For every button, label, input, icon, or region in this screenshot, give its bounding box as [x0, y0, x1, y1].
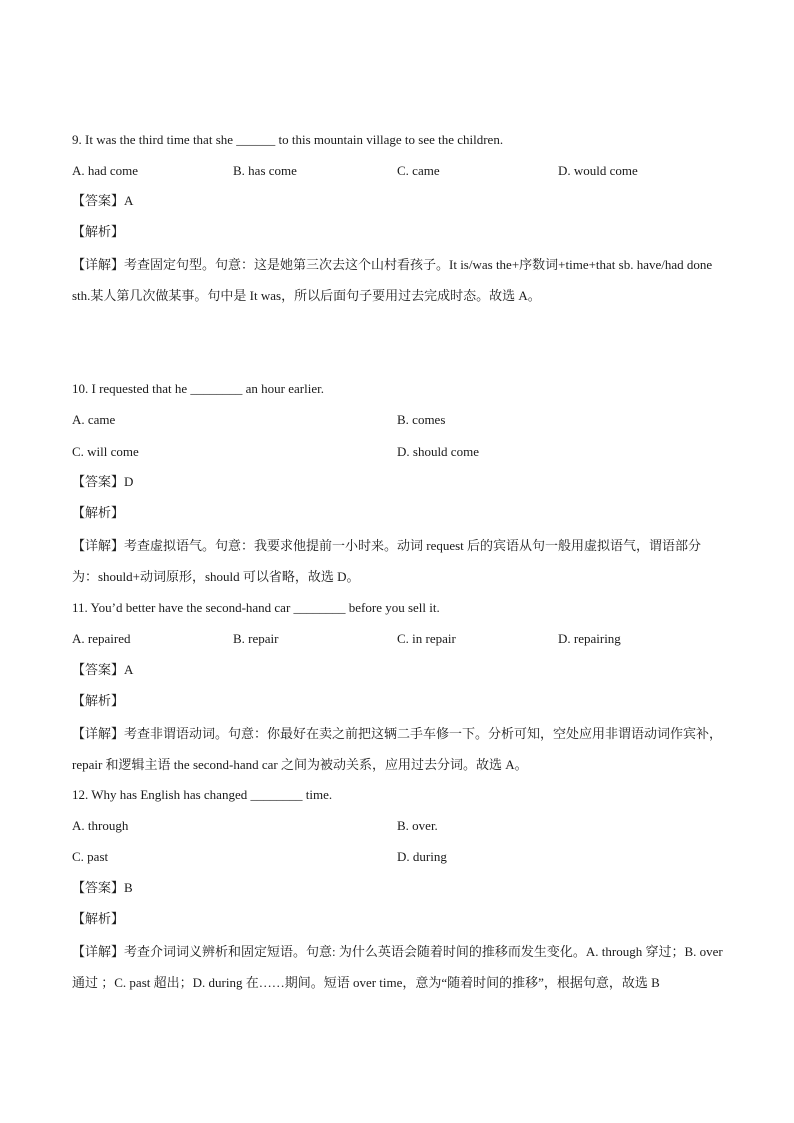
- question-10-analysis-heading: 【解析】: [72, 505, 125, 520]
- question-10-answer: 【答案】D: [72, 474, 134, 489]
- question-12-answer: 【答案】B: [72, 880, 133, 895]
- question-10-option-a: A. came: [72, 412, 116, 427]
- question-9-option-a: A. had come: [72, 163, 139, 178]
- question-12-stem: 12. Why has English has changed ________ time.: [72, 787, 333, 802]
- question-11-option-c: C. in repair: [397, 631, 456, 646]
- question-12-analysis-heading: 【解析】: [72, 911, 125, 926]
- question-12-option-a: A. through: [72, 818, 129, 833]
- question-9-analysis-heading: 【解析】: [72, 224, 125, 239]
- question-12-detail: 【详解】考查介词词义辨析和固定短语。句意: 为什么英语会随着时间的推移而发生变化。A. through 穿过；B. over 通过 ；C. past 超出；D. during 在……期间。短语 over time，意为“随着时间的推移”，根据句意，故选 B: [72, 944, 723, 990]
- question-11-stem: 11. You’d better have the second-hand car ________ before you sell it.: [72, 600, 440, 615]
- question-9-option-d: D. would come: [558, 163, 638, 178]
- question-9-stem: 9. It was the third time that she ______ to this mountain village to see the children.: [72, 132, 504, 147]
- question-12-option-c: C. past: [72, 849, 109, 864]
- question-10-detail: 【详解】考查虚拟语气。句意：我要求他提前一小时来。动词 request 后的宾语从句一般用虚拟语气，谓语部分为：should+动词原形，should 可以省略，故选 D。: [72, 538, 702, 584]
- question-9-option-b: B. has come: [233, 163, 297, 178]
- question-12-option-d: D. during: [397, 849, 447, 864]
- question-10-stem: 10. I requested that he ________ an hour earlier.: [72, 381, 324, 396]
- question-11-answer: 【答案】A: [72, 662, 134, 677]
- question-9-answer: 【答案】A: [72, 193, 134, 208]
- question-10-option-d: D. should come: [397, 444, 479, 459]
- question-9-option-c: C. came: [397, 163, 440, 178]
- question-10-option-b: B. comes: [397, 412, 446, 427]
- question-11-option-a: A. repaired: [72, 631, 131, 646]
- question-11-option-d: D. repairing: [558, 631, 621, 646]
- question-9-detail: 【详解】考查固定句型。句意：这是她第三次去这个山村看孩子。It is/was the+序数词+time+that sb. have/had done sth.某人第几次做某事。句中是 It was，所以后面句子要用过去完成时态。故选 A。: [72, 257, 713, 303]
- question-12-option-b: B. over.: [397, 818, 438, 833]
- question-11-option-b: B. repair: [233, 631, 279, 646]
- question-10-option-c: C. will come: [72, 444, 139, 459]
- question-11-analysis-heading: 【解析】: [72, 693, 125, 708]
- question-11-detail: 【详解】考查非谓语动词。句意：你最好在卖之前把这辆二手车修一下。分析可知，空处应用非谓语动词作宾补，repair 和逻辑主语 the second-hand car 之间为被动关系，应用过去分词。故选 A。: [72, 726, 723, 772]
